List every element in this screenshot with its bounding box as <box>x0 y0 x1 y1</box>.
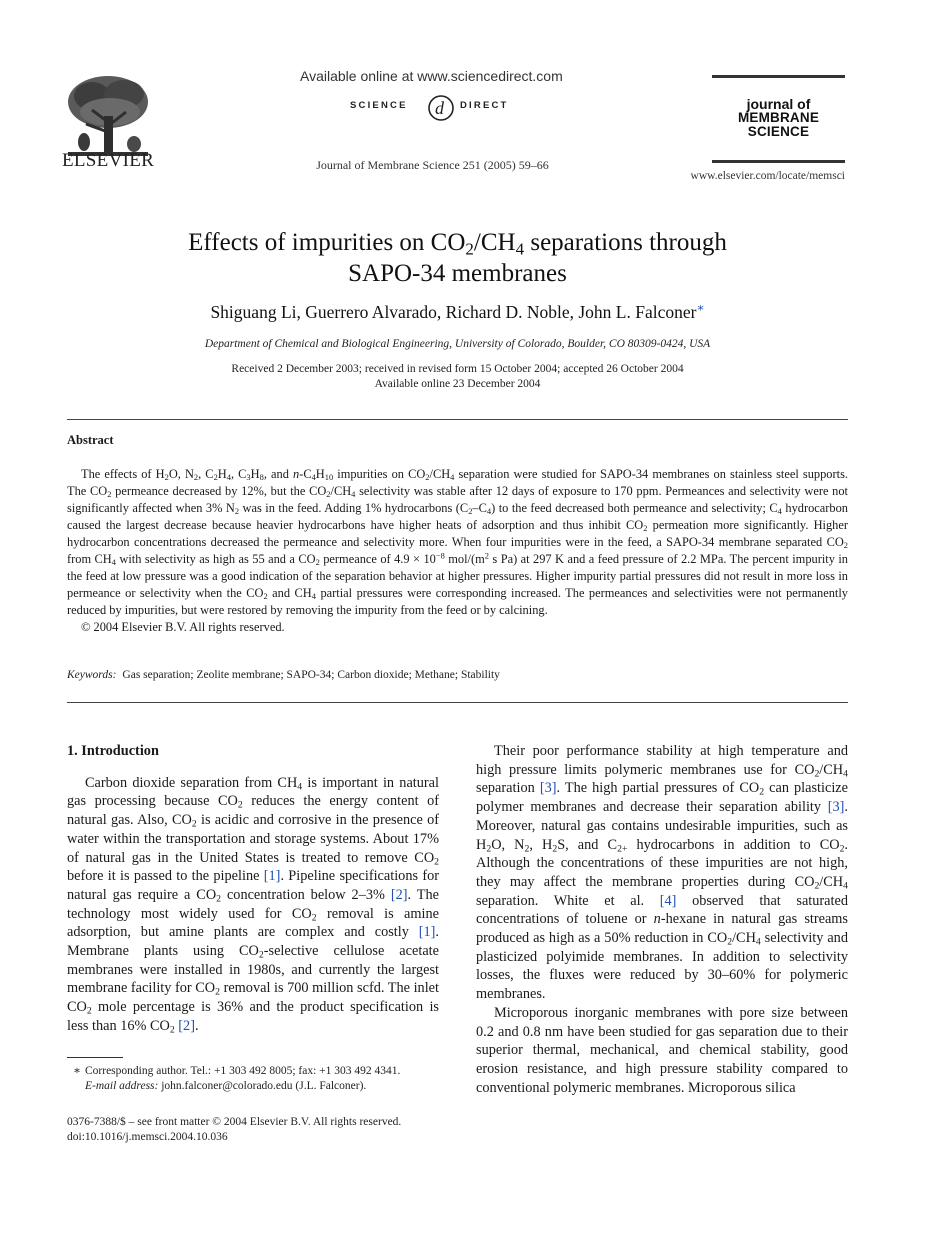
journal-brand-line3: SCIENCE <box>747 124 810 139</box>
ref-link-2[interactable]: [2] <box>178 1017 195 1034</box>
affiliation: Department of Chemical and Biological Engineering, University of Colorado, Boulder, CO 80309-0424, USA <box>204 338 711 350</box>
article-history <box>60 362 855 392</box>
sciencedirect-logo-left: SCIENCE <box>350 100 408 111</box>
doi-line[interactable]: doi:10.1016/j.memsci.2004.10.036 <box>67 1131 228 1143</box>
ref-link-4[interactable]: [4] <box>659 892 677 909</box>
intro-paragraph-3: Microporous inorganic membranes with pore size between 0.2 and 0.8 nm have been studied for gas separation due to their superior thermal, mechanical, and chemical stability, good erosion resistance, and high pressure stability compared to conventional polymeric membranes. Microporous silica <box>476 1004 848 1096</box>
journal-url[interactable]: www.elsevier.com/locate/memsci <box>690 170 845 182</box>
keywords <box>67 669 848 681</box>
sciencedirect-at-icon <box>424 92 458 122</box>
issn-line: 0376-7388/$ – see front matter © 2004 Elsevier B.V. All rights reserved. <box>67 1116 402 1128</box>
intro-paragraph-1: Carbon dioxide separation from $CH_4$ is important in natural gas processing because $CO_2$ reduces the energy content of natural gas. Also, $CO_2$ is acidic and corrosive in the presence of water within the transportation and storage systems. About 17% of natural gas in the United States is treated to remove $CO_2$ before it is passed to the pipeline [1]. Pipeline specifications for natural gas require a $CO_2$ concentration below 2–3% [2]. The technology most widely used for $CO_2$ removal is amine adsorption, but amine plants are complex and costly [1]. Membrane plants using $CO_2$-selective cellulose acetate membranes were installed in 1980s, and currently the largest membrane facility for $CO_2$ removal is 700 million scfd. The inlet $CO_2$ mole percentage is 36% and the product specification is less than 16% $CO_2$ [2]. <box>67 774 440 1036</box>
intro-paragraph-2: Their poor performance stability at high temperature and high pressure limits polymeric membranes use for $CO_2/CH_4$ separation [3]. The high partial pressures of $CO_2$ can plasticize polymer membranes and decrease their separation ability [3]. Moreover, natural gas contains undesirable impurities, such as $H_2O$, $N_2$, $H_2S$, and $C_{2+}$ hydrocarbons in addition to $CO_2$. Although the concentrations of these impurities are not high, they may affect the membrane properties during $CO_2/CH_4$ separation. White et al. [4] observed that saturated concentrations of toluene or n-hexane in natural gas streams produced as high as a 50% reduction in $CO_2/CH_4$ selectivity and plasticized polyimide membranes. In addition to selectivity losses, the fluxes were reduced by 30–60% for polymeric membranes. <box>476 743 848 1003</box>
keywords-list: Gas separation; Zeolite membrane; SAPO-34; Carbon dioxide; Methane; Stability <box>122 669 500 681</box>
section-heading-introduction: 1. Introduction <box>67 743 159 759</box>
footnote-mark: ∗ <box>73 1065 81 1077</box>
journal-brand <box>712 97 845 139</box>
journal-brand-line2: MEMBRANE <box>737 110 820 125</box>
journal-brand-rule-bottom <box>712 160 845 163</box>
footnote <box>67 1064 447 1094</box>
abstract-body <box>67 466 848 636</box>
journal-brand-line1: journal of <box>746 96 811 112</box>
ref-link-3[interactable]: [3] <box>827 799 845 816</box>
sciencedirect-logo <box>350 92 560 122</box>
received-dates: Received 2 December 2003; received in revised form 15 October 2004; accepted 26 October 2004 <box>231 363 684 375</box>
abstract-heading: Abstract <box>67 433 114 447</box>
divider-bottom <box>67 702 848 703</box>
footnote-email[interactable]: john.falconer@colorado.edu (J.L. Falconer). <box>161 1080 367 1092</box>
keywords-label: Keywords: <box>67 669 117 681</box>
abstract-text: The effects of $H_2O$, $N_2$, $C_2H_4$, $C_3H_8$, and $n-C_4H_{10}$ impurities on $CO_2/CH_4$ separation were studied for SAPO-34 membranes on stainless steel supports. The $CO_2$ permeance decreased by 12%, but the $CO_2/CH_4$ selectivity was stable after 12 days of exposure to 170 ppm. Permeances and selectivity were not significantly affected when 3% $N_2$ was in the feed. Adding 1% hydrocarbons $(C_2-C_4)$ to the feed decreased both permeance and selectivity; $C_4$ hydrocarbon caused the largest decrease because heavier hydrocarbons have higher heats of adsorption and thus inhibit $CO_2$ permeation more significantly. Higher hydrocarbon concentrations decreased the permeance and selectivity more. When four impurities were in the feed, a SAPO-34 membrane separated $CO_2$ from $CH_4$ with selectivity as high as 55 and a $CO_2$ permeance of $4.9 \times 10^{-8}$ mol/($m^2$ s Pa) at 297 K and a feed pressure of 2.2 MPa. The percent impurity in the feed at low pressure was a good indication of the separation behavior at higher pressures. Higher impurity partial pressures did not result in more loss in permeance or selectivity when the $CO_2$ and $CH_4$ partial pressures were corresponding increased. The permeances and selectivities were not permanently reduced by impurities, but were restored by removing the impurity from the feed or by calcining. <box>67 467 848 617</box>
sciencedirect-logo-right: DIRECT <box>460 100 509 111</box>
article-title: Effects of impurities on $CO_2/CH_4$ separations through SAPO-34 membranes <box>188 229 727 287</box>
ref-link-2[interactable]: [2] <box>390 886 408 903</box>
footnote-corresponding: Corresponding author. Tel.: +1 303 492 8005; fax: +1 303 492 4341. <box>85 1065 401 1077</box>
front-matter <box>67 1115 467 1145</box>
author-list: Shiguang Li, Guerrero Alvarado, Richard D. Noble, John L. Falconer∗ <box>210 300 705 322</box>
corresponding-author-link[interactable]: ∗ <box>696 300 705 315</box>
ref-link-1[interactable]: [1] <box>418 924 436 941</box>
body-column-left <box>67 742 439 1036</box>
available-online-text: Available online at www.sciencedirect.com <box>300 68 563 84</box>
abstract-copyright: © 2004 Elsevier B.V. All rights reserved. <box>81 620 285 634</box>
publisher-name: ELSEVIER <box>62 150 155 171</box>
available-online-date: Available online 23 December 2004 <box>374 378 541 390</box>
footnote-email-label: E-mail address: <box>85 1080 159 1092</box>
journal-citation: Journal of Membrane Science 251 (2005) 59–66 <box>316 158 549 172</box>
journal-brand-rule-top <box>712 75 845 78</box>
sciencedirect-mark: d <box>435 98 444 118</box>
body-column-right <box>476 742 848 1097</box>
ref-link-3[interactable]: [3] <box>539 780 557 797</box>
divider-top <box>67 419 848 420</box>
ref-link-1[interactable]: [1] <box>263 868 281 885</box>
footnote-rule <box>67 1057 123 1058</box>
